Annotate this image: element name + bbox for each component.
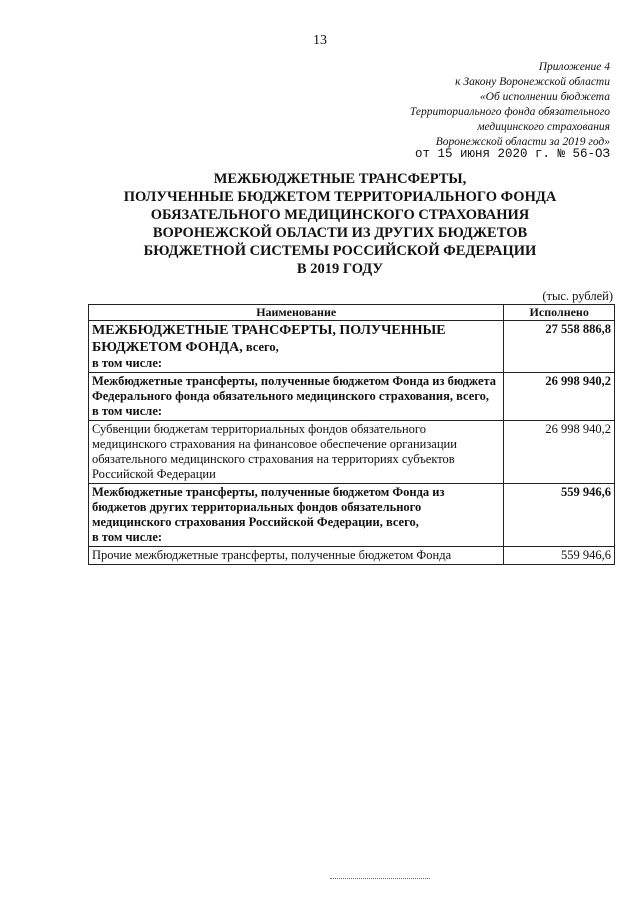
row-name-tail: в том числе: — [92, 356, 163, 370]
title-line: ОБЯЗАТЕЛЬНОГО МЕДИЦИНСКОГО СТРАХОВАНИЯ — [150, 207, 530, 223]
row-name-main: Субвенции бюджетам территориальных фондов обязательного медицинского страхования на финансовое обеспечение организации обязательного медицинского страхования на территориях субъектов Российской Федерации — [92, 422, 457, 481]
table-row — [89, 321, 615, 373]
document-title — [60, 170, 620, 278]
table-row — [89, 373, 615, 421]
title-line: В 2019 ГОДУ — [296, 261, 384, 277]
transfers-table — [88, 304, 615, 565]
row-value: 26 998 940,2 — [504, 421, 615, 484]
row-name — [89, 373, 504, 421]
row-value: 559 946,6 — [504, 484, 615, 547]
row-name-main: МЕЖБЮДЖЕТНЫЕ ТРАНСФЕРТЫ, ПОЛУЧЕННЫЕ БЮДЖЕТОМ ФОНДА, — [92, 323, 446, 355]
row-name — [89, 484, 504, 547]
footer-divider — [330, 878, 430, 879]
table-header-row — [89, 305, 615, 321]
table-row — [89, 484, 615, 547]
row-value: 559 946,6 — [504, 547, 615, 565]
title-line: ПОЛУЧЕННЫЕ БЮДЖЕТОМ ТЕРРИТОРИАЛЬНОГО ФОНДА — [123, 189, 557, 205]
table-row — [89, 421, 615, 484]
row-name-suffix: всего, — [242, 340, 279, 354]
law-date-stamp: от 15 июня 2020 г. № 56-ОЗ — [414, 147, 610, 161]
table-row — [89, 547, 615, 565]
row-name-tail: в том числе: — [92, 404, 163, 418]
row-name — [89, 321, 504, 373]
units-label: (тыс. рублей) — [542, 289, 613, 303]
row-name — [89, 421, 504, 484]
row-value: 27 558 886,8 — [504, 321, 615, 373]
row-name-main: Прочие межбюджетные трансферты, полученные бюджетом Фонда — [92, 548, 452, 562]
title-line: МЕЖБЮДЖЕТНЫЕ ТРАНСФЕРТЫ, — [213, 171, 467, 187]
row-name-main: Межбюджетные трансферты, полученные бюджетом Фонда из бюджетов других территориальных фондов обязательного медицинского страхования Российской Федерации, всего, — [92, 485, 445, 529]
appendix-line: Воронежской области за 2019 год» — [435, 136, 610, 148]
appendix-line: Приложение 4 — [538, 61, 610, 73]
row-name-tail: в том числе: — [92, 530, 163, 544]
column-header-name: Наименование — [89, 305, 504, 321]
row-value: 26 998 940,2 — [504, 373, 615, 421]
appendix-line: медицинского страхования — [477, 121, 610, 133]
row-name — [89, 547, 504, 565]
appendix-line: Территориального фонда обязательного — [409, 106, 610, 118]
appendix-line: «Об исполнении бюджета — [479, 91, 610, 103]
page-number: 13 — [313, 33, 327, 48]
column-header-executed: Исполнено — [504, 305, 615, 321]
appendix-line: к Закону Воронежской области — [455, 76, 610, 88]
title-line: ВОРОНЕЖСКОЙ ОБЛАСТИ ИЗ ДРУГИХ БЮДЖЕТОВ — [152, 225, 528, 241]
row-name-main: Межбюджетные трансферты, полученные бюджетом Фонда из бюджета Федерального фонда обязательного медицинского страхования, всего, — [92, 374, 497, 403]
appendix-note — [310, 60, 610, 150]
title-line: БЮДЖЕТНОЙ СИСТЕМЫ РОССИЙСКОЙ ФЕДЕРАЦИИ — [143, 243, 537, 259]
